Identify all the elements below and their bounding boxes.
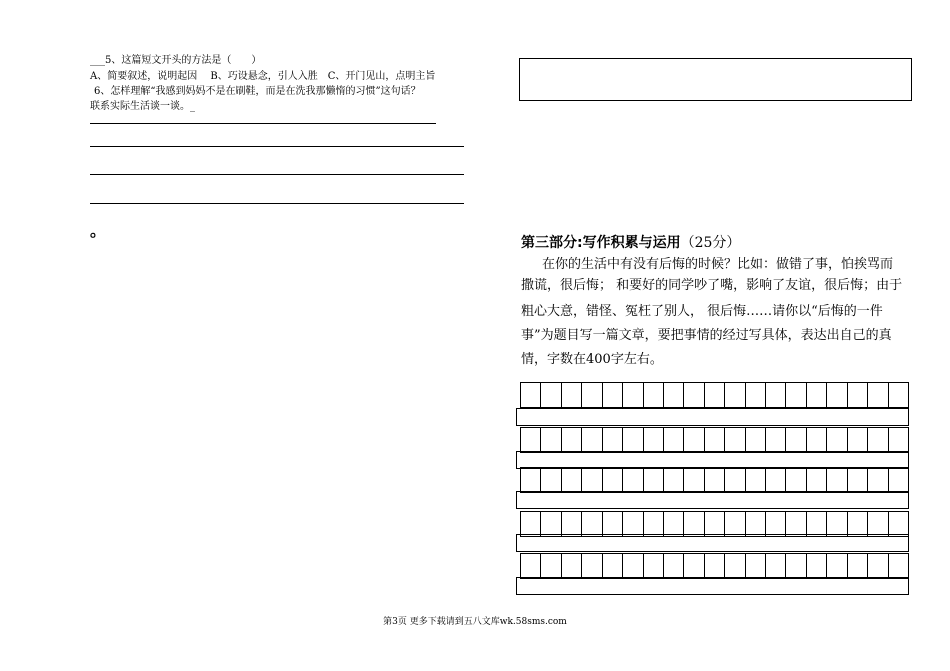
answer-line-1 [90,123,436,124]
grid-cell [603,468,623,492]
grid-cell [827,512,847,536]
grid-cell [541,512,561,536]
grid-cell [746,512,766,536]
grid-cell [889,468,908,492]
grid-cell [623,554,643,578]
grid-cell [786,512,806,536]
grid-cell [766,554,786,578]
grid-cell [582,512,602,536]
grid-cell [582,428,602,452]
grid-cell [644,468,664,492]
grid-cell [868,468,888,492]
grid-cell [868,512,888,536]
grid-cell [562,428,582,452]
grid-spacer-row [516,408,909,426]
prompt-line-5: 情，字数在400字左右。 [521,352,663,367]
grid-cell [684,554,704,578]
grid-cell [725,428,745,452]
grid-cell [623,468,643,492]
grid-cell [664,554,684,578]
grid-cell [521,383,541,407]
grid-cell [603,512,623,536]
grid-cell [684,428,704,452]
grid-cell [889,383,908,407]
grid-cell [521,468,541,492]
grid-cell [889,512,908,536]
grid-cell [848,554,868,578]
grid-row [520,382,909,408]
grid-cell [889,428,908,452]
prompt-line-2: 撒谎，很后悔； 和要好的同学吵了嘴，影响了友谊，很后悔；由于 [521,278,903,293]
grid-cell [868,428,888,452]
footer-text: 第3页 更多下载请到五八文库wk.58sms.com [383,617,567,627]
grid-cell [541,554,561,578]
answer-blank: ___ [90,55,105,66]
grid-cell [623,512,643,536]
grid-cell [705,512,725,536]
grid-row [520,427,909,453]
grid-cell [623,383,643,407]
grid-cell [889,554,908,578]
grid-cell [684,468,704,492]
question-6-text-2: 联系实际生活谈一谈。_ [90,101,195,112]
grid-cell [664,428,684,452]
grid-cell [705,468,725,492]
prompt-line-1: 在你的生活中有没有后悔的时候？比如：做错了事，怕挨骂而 [542,257,894,272]
grid-cell [827,468,847,492]
grid-cell [644,383,664,407]
grid-spacer-row [516,577,909,595]
grid-cell [562,512,582,536]
grid-cell [807,383,827,407]
grid-cell [766,512,786,536]
grid-cell [746,428,766,452]
grid-cell [582,383,602,407]
grid-cell [582,468,602,492]
grid-cell [766,428,786,452]
grid-cell [848,512,868,536]
grid-cell [541,383,561,407]
grid-cell [562,383,582,407]
section-title [521,232,740,252]
grid-cell [684,383,704,407]
question-5-text: 5、这篇短文开头的方法是（ ） [105,55,262,66]
grid-cell [664,512,684,536]
grid-spacer-row [516,491,909,509]
grid-cell [684,512,704,536]
grid-cell [786,383,806,407]
grid-cell [807,428,827,452]
grid-cell [644,554,664,578]
grid-spacer-row [516,534,909,552]
grid-cell [521,428,541,452]
grid-cell [827,383,847,407]
grid-cell [541,468,561,492]
answer-line-3 [90,174,464,175]
grid-cell [664,468,684,492]
question-5-options: A、简要叙述，说明起因 B、巧设悬念，引人入胜 C、开门见山，点明主旨 [90,71,436,82]
grid-row [520,467,909,493]
grid-cell [705,554,725,578]
grid-cell [827,428,847,452]
section-title-text: 第三部分:写作积累与运用 [521,235,681,251]
grid-cell [521,554,541,578]
grid-cell [603,554,623,578]
grid-cell [746,468,766,492]
grid-cell [848,468,868,492]
answer-line-4 [90,203,464,204]
grid-spacer-row [516,451,909,469]
answer-box [519,58,912,101]
grid-cell [582,554,602,578]
grid-cell [746,554,766,578]
grid-cell [786,554,806,578]
grid-cell [868,383,888,407]
answer-line-2 [90,146,464,147]
grid-cell [705,428,725,452]
grid-cell [807,554,827,578]
grid-cell [725,383,745,407]
section-score: （25分） [680,235,741,251]
grid-cell [603,428,623,452]
grid-cell [786,468,806,492]
prompt-line-3: 粗心大意，错怪、冤枉了别人， 很后悔……请你以“后悔的一件 [521,304,883,319]
grid-cell [766,468,786,492]
grid-cell [644,428,664,452]
grid-cell [766,383,786,407]
grid-cell [562,554,582,578]
grid-cell [521,512,541,536]
grid-cell [644,512,664,536]
grid-cell [807,512,827,536]
grid-cell [705,383,725,407]
grid-cell [541,428,561,452]
grid-cell [725,468,745,492]
question-6-text: 6、怎样理解“我感到妈妈不是在刷鞋，而是在洗我那懒惰的习惯”这句话？ [94,86,421,97]
grid-cell [868,554,888,578]
grid-cell [848,428,868,452]
grid-cell [746,383,766,407]
grid-cell [623,428,643,452]
grid-cell [603,383,623,407]
grid-cell [562,468,582,492]
prompt-line-4: 事”为题目写一篇文章，要把事情的经过写具体，表达出自己的真 [521,328,892,343]
grid-cell [786,428,806,452]
grid-cell [848,383,868,407]
grid-cell [725,554,745,578]
grid-cell [827,554,847,578]
grid-cell [725,512,745,536]
grid-cell [807,468,827,492]
end-mark: 。 [90,221,107,240]
question-5 [90,54,261,68]
grid-cell [664,383,684,407]
grid-row [520,553,909,579]
